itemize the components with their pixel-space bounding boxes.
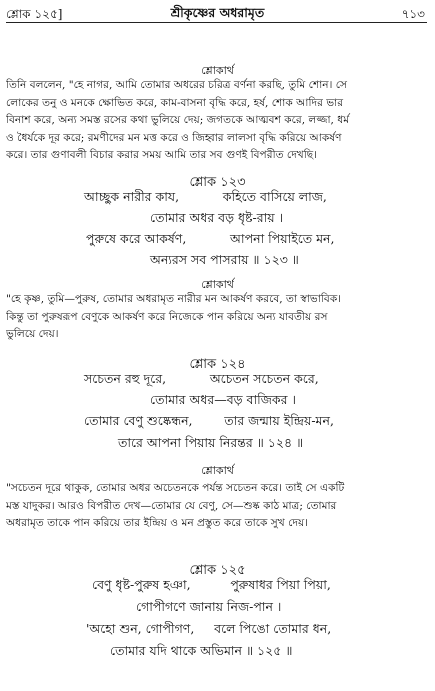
paragraph-line: বিনাশ করে, অন্য সমস্ত রসের কথা ভুলিয়ে দেয়; জগতকে আত্মবশ করে, লজ্জা, ধর্ম [6, 114, 350, 126]
verse-line: সচেতন রহু দূরে, অচেতন সচেতন করে, [84, 371, 319, 386]
paragraph-line: কিন্তু তা পুরুষরূপ বেণুকে আকর্ষণ করে নিজেকে পান করিয়ে অন্য যাবতীয় রস [6, 310, 328, 323]
paragraph-line: ভুলিয়ে দেয়। [6, 328, 59, 340]
verse-heading: শ্লোক ১২৩ [189, 175, 246, 190]
verse-line: অন্যরস সব পাসরায় ॥ ১২৩ ॥ [150, 252, 299, 267]
verse-line: গোপীগণে জানায় নিজ-পান । [136, 599, 282, 614]
header-verse-ref: শ্লোক ১২৫] [6, 7, 63, 21]
paragraph-line: অধরামৃত তাকে পান করিয়ে তার ইন্দ্রিয় ও মন প্রস্তুত করে তাকে সুখ দেয়। [6, 517, 309, 529]
paragraph-line: "হে কৃষ্ণ, তুমি—পুরুষ, তোমার অধরামৃত নারীর মন আকর্ষণ করবে, তা স্বাভাবিক। [6, 293, 342, 305]
verse-line: আচ্ছুক নারীর কায, কহিতে বাসিয়ে লাজ, [84, 189, 327, 204]
page-number: ৭১৩ [401, 7, 425, 21]
paragraph-line: লোকের তনু ও মনকে ক্ষোভিত করে, কাম-বাসনা বৃদ্ধি করে, হর্ষ, শোক আদির ভার [6, 96, 344, 109]
header-rule [6, 22, 427, 23]
verse-line: তারে আপনা পিয়ায় নিরন্তর ॥ ১২৪ ॥ [118, 435, 304, 450]
paragraph-line: ও ধৈর্যকে দূর করে; রমণীদের মন মত্ত করে ও জিহ্বার লালসা বৃদ্ধি করিয়ে আকর্ষণ [6, 131, 342, 144]
paragraph-line: "সচেতন দূরে থাকুক, তোমার অধর অচেতনকে পর্যন্ত সচেতন করে। তাই সে একটি [6, 482, 345, 494]
verse-line: তোমার বেণু শুষ্কেন্ধন, তার জন্মায় ইন্দ্রিয়-মন, [84, 413, 334, 428]
verse-heading: শ্লোক ১২৫ [189, 563, 246, 578]
paragraph-line: তিনি বললেন, "হে নাগর, আমি তোমার অধরের চরিত্র বর্ণনা করছি, তুমি শোন। সে [6, 79, 348, 91]
verse-line: 'অহো শুন, গোপীগণ, বলে পিঙো তোমার ধন, [86, 621, 332, 636]
verse-line: তোমার যদি থাকে অভিমান ॥ ১২৫ ॥ [110, 643, 293, 658]
translation-paragraph [6, 480, 428, 533]
verse-line: পুরুষে করে আকর্ষণ, আপনা পিয়াইতে মন, [86, 231, 335, 246]
translation-heading: শ্লোকার্থ [201, 464, 234, 477]
translation-heading: শ্লোকার্থ [201, 278, 234, 291]
translation-heading: শ্লোকার্থ [201, 64, 234, 77]
verse-line: তোমার অধর—বড় বাজিকর । [150, 392, 296, 407]
translation-paragraph [6, 77, 428, 165]
verse-line: তোমার অধর বড় ধৃষ্ট-রায় । [150, 210, 284, 225]
translation-paragraph [6, 291, 428, 344]
verse-line: বেণু ধৃষ্ট-পুরুষ হঞা, পুরুষাধর পিয়া পিয়া, [92, 577, 331, 592]
verse-heading: শ্লোক ১২৪ [189, 357, 246, 372]
header-chapter-title: শ্রীকৃষ্ণের অধরামৃত [170, 5, 265, 20]
paragraph-line: করে। তার গুণাবলী বিচার করার সময় আমি তার সব গুণই বিপরীত দেখছি। [6, 149, 317, 161]
running-header [0, 4, 435, 24]
paragraph-line: মস্ত যাদুকর। আরও বিপরীত দেখ—তোমার যে বেণু, সে—শুষ্ক কাঠ মাত্র; তোমার [6, 499, 337, 512]
